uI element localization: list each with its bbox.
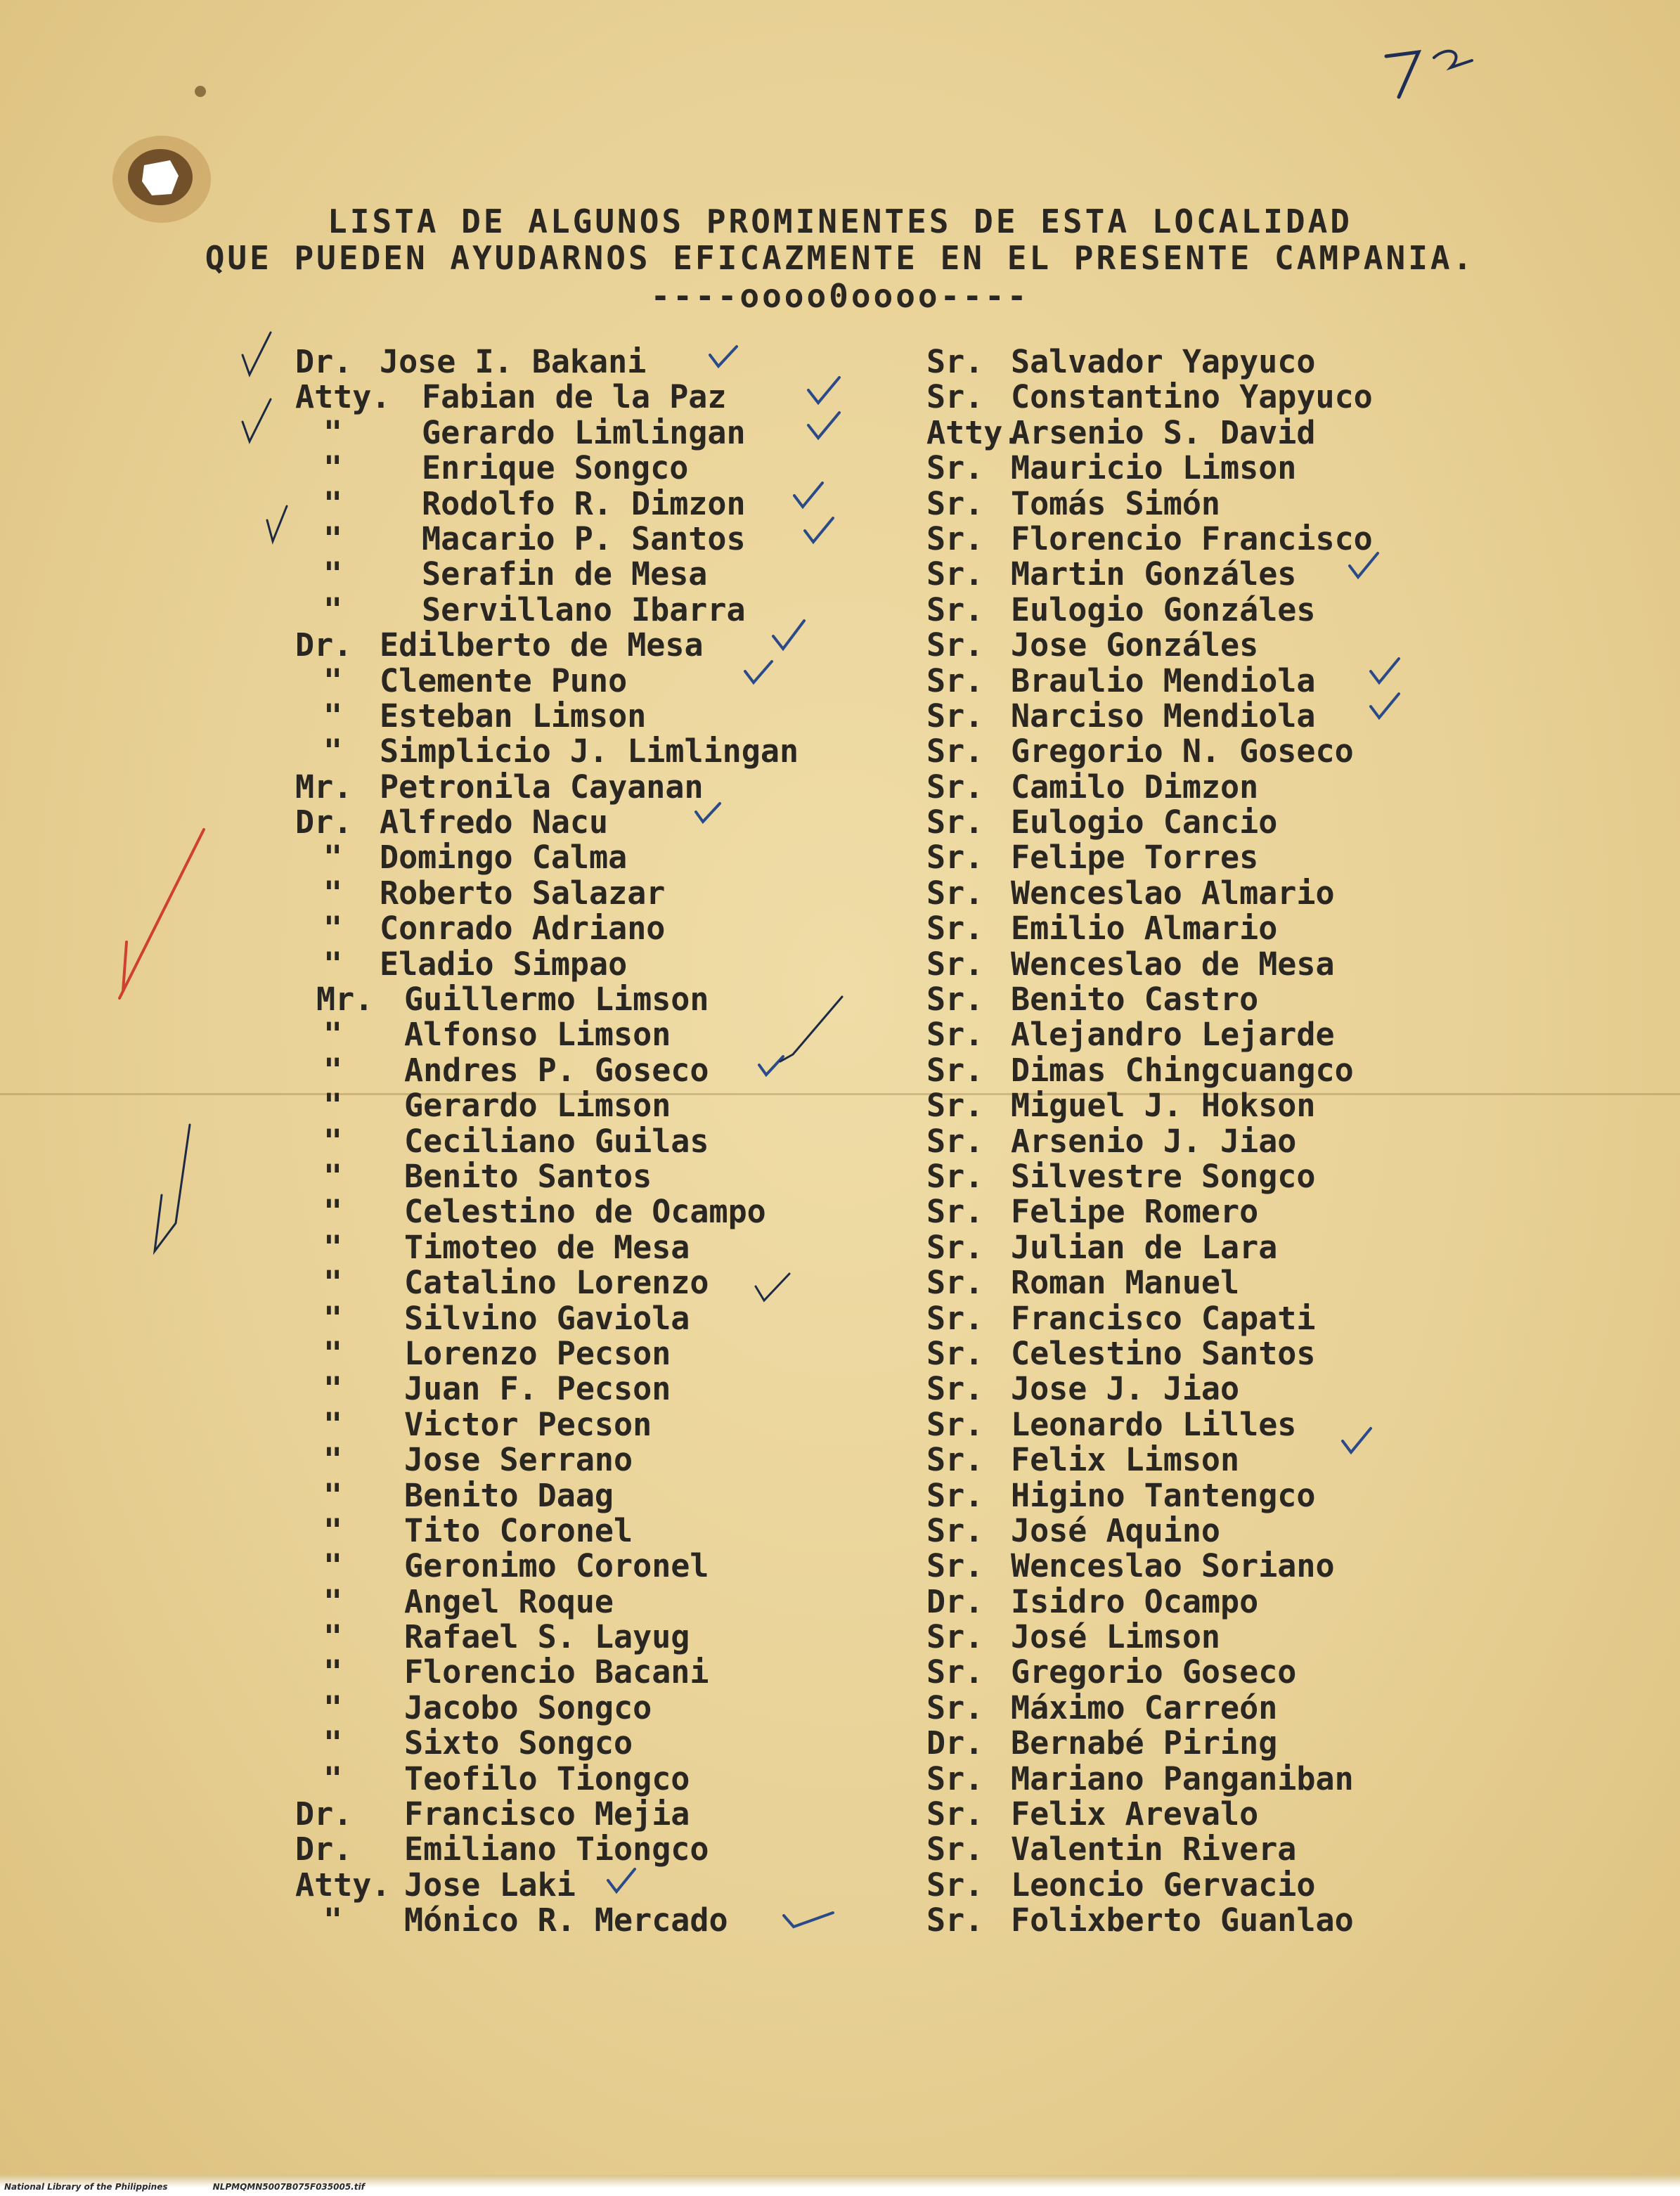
name-entry [295,1832,900,1867]
name-title-prefix: Sr. [926,697,984,735]
name-entry [926,380,1461,415]
person-name: Máximo Carreón [1011,1688,1278,1726]
name-title-prefix: " [323,910,343,948]
name-title-prefix: Sr. [926,910,984,948]
name-entry [295,1688,900,1726]
person-name: Benito Santos [404,1157,652,1195]
name-entry [926,415,1461,451]
person-name: Tito Coronel [404,1511,633,1549]
name-title-prefix: Dr. [295,626,353,664]
name-entry [926,590,1461,628]
name-title-prefix: Sr. [926,1051,984,1089]
name-title-prefix: " [323,1299,343,1337]
person-name: Camilo Dimzon [1011,768,1259,806]
name-title-prefix: " [323,1441,343,1479]
name-entry [926,770,1461,805]
name-title-prefix: Sr. [926,1122,984,1160]
name-entry [295,1336,900,1371]
person-name: Macario P. Santos [422,519,746,557]
name-entry [926,876,1461,911]
name-title-prefix: " [323,413,343,451]
name-title-prefix: " [323,1511,343,1549]
name-entry [295,1513,900,1549]
name-entry [926,1159,1461,1194]
name-entry [926,1194,1461,1229]
name-title-prefix: Sr. [926,1299,984,1337]
name-entry [926,1797,1461,1832]
person-name: Ceciliano Guilas [404,1122,709,1160]
name-title-prefix: Sr. [926,1618,984,1656]
person-name: Celestino Santos [1011,1334,1316,1372]
person-name: Arsenio J. Jiao [1011,1122,1297,1160]
name-entry [295,1726,900,1761]
name-title-prefix: Sr. [926,1193,984,1231]
person-name: Alfonso Limson [404,1016,671,1054]
person-name: Roberto Salazar [380,874,666,912]
name-entry [295,415,900,451]
person-name: Silvino Gaviola [404,1299,690,1337]
person-name: Rafael S. Layug [404,1618,690,1656]
archive-file-id: NLPMQMN5007B075F035005.tif [212,2182,365,2192]
name-title-prefix: " [323,555,343,593]
person-name: Alfredo Nacu [380,803,609,841]
person-name: Miguel J. Hokson [1011,1087,1316,1125]
person-name: Julian de Lara [1011,1228,1278,1266]
person-name: Bernabé Piring [1011,1724,1278,1762]
name-title-prefix: " [323,519,343,557]
person-name: Silvestre Songco [1011,1157,1316,1195]
name-entry [926,1903,1461,1938]
person-name: Roman Manuel [1011,1264,1240,1302]
name-entry [926,1478,1461,1513]
person-name: Mauricio Limson [1011,449,1297,487]
name-entry [926,699,1461,734]
name-title-prefix: " [323,661,343,699]
name-entry [295,1442,900,1478]
person-name: Serafin de Mesa [422,555,708,593]
person-name: Jose Gonzáles [1011,626,1259,664]
name-title-prefix: " [323,1547,343,1585]
person-name: Esteban Limson [380,697,647,735]
person-name: Constantino Yapyuco [1011,378,1373,416]
name-title-prefix: Dr. [295,343,353,380]
name-title-prefix: " [323,1724,343,1762]
person-name: Alejandro Lejarde [1011,1016,1335,1054]
name-entry [295,1478,900,1513]
person-name: Francisco Mejia [404,1795,690,1833]
name-title-prefix: Sr. [926,555,984,593]
name-title-prefix: Atty. [295,378,391,416]
person-name: Angel Roque [404,1582,614,1620]
person-name: Geronimo Coronel [404,1547,709,1585]
name-entry [295,1620,900,1655]
name-title-prefix: Sr. [926,1370,984,1408]
name-entry [926,1759,1461,1797]
person-name: Jose I. Bakani [380,343,647,380]
name-entry [926,1549,1461,1584]
name-title-prefix: " [323,1264,343,1302]
person-name: Timoteo de Mesa [404,1228,690,1266]
person-name: Wenceslao Almario [1011,874,1335,912]
name-title-prefix: " [323,1901,343,1939]
name-title-prefix: " [323,1405,343,1443]
name-entry [295,451,900,486]
name-title-prefix: Sr. [926,1795,984,1833]
name-title-prefix: Sr. [926,519,984,557]
person-name: Salvador Yapyuco [1011,343,1316,380]
name-title-prefix: Atty. [926,413,1022,451]
name-title-prefix: " [323,1653,343,1691]
name-title-prefix: Sr. [926,1157,984,1195]
title-line-2: QUE PUEDEN AYUDARNOS EFICAZMENTE EN EL PRESENTE CAMPANIA. [205,239,1475,277]
name-entry [295,805,900,840]
person-name: Mariano Panganiban [1011,1759,1354,1797]
person-name: Gerardo Limson [404,1087,671,1125]
person-name: Tomás Simón [1011,484,1221,522]
name-entry [295,1655,900,1690]
name-entry [295,519,900,557]
name-entry [926,982,1461,1017]
name-entry [926,947,1461,982]
name-title-prefix: Dr. [295,803,353,841]
name-title-prefix: " [323,449,343,487]
name-entry [295,380,900,415]
name-title-prefix: " [323,1370,343,1408]
person-name: Emilio Almario [1011,910,1278,948]
person-name: Jose J. Jiao [1011,1370,1240,1408]
person-name: Eladio Simpao [380,945,628,983]
name-title-prefix: Sr. [926,590,984,628]
name-entry [295,1053,900,1088]
name-title-prefix: Mr. [295,768,353,806]
name-entry [926,1407,1461,1442]
name-entry [295,1549,900,1584]
name-title-prefix: Sr. [926,1653,984,1691]
person-name: Narciso Mendiola [1011,697,1316,735]
name-entry [926,1868,1461,1903]
name-title-prefix: Sr. [926,343,984,380]
name-title-prefix: Sr. [926,1441,984,1479]
name-title-prefix: " [323,1157,343,1195]
person-name: Andres P. Goseco [404,1051,709,1089]
person-name: Arsenio S. David [1011,413,1316,451]
person-name: Mónico R. Mercado [404,1901,728,1939]
name-title-prefix: " [323,1193,343,1231]
archive-name: National Library of the Philippines [4,2182,168,2192]
name-title-prefix: " [323,945,343,983]
person-name: Wenceslao de Mesa [1011,945,1335,983]
name-entry [295,557,900,592]
person-name: Jose Laki [404,1866,576,1904]
name-entry [926,1688,1461,1726]
name-title-prefix: Sr. [926,1688,984,1726]
name-entry [926,1620,1461,1655]
name-title-prefix: Sr. [926,1405,984,1443]
name-title-prefix: Sr. [926,803,984,841]
person-name: Guillermo Limson [404,981,709,1019]
name-title-prefix: " [323,1476,343,1514]
person-name: Martin Gonzáles [1011,555,1297,593]
name-entry [926,557,1461,592]
name-entry [295,1797,900,1832]
name-title-prefix: " [323,1334,343,1372]
name-title-prefix: Sr. [926,1334,984,1372]
person-name: Emiliano Tiongco [404,1830,709,1868]
name-title-prefix: Dr. [926,1724,984,1762]
name-entry [926,451,1461,486]
person-name: Felipe Torres [1011,839,1259,877]
person-name: Conrado Adriano [380,910,666,948]
person-name: Francisco Capati [1011,1299,1316,1337]
name-entry [295,1159,900,1194]
name-title-prefix: " [323,1688,343,1726]
name-title-prefix: Sr. [926,1016,984,1054]
person-name: Valentin Rivera [1011,1830,1297,1868]
name-entry [295,1407,900,1442]
person-name: Dimas Chingcuangco [1011,1051,1354,1089]
name-title-prefix: Sr. [926,1264,984,1302]
name-entry [926,1124,1461,1159]
name-entry [926,1230,1461,1265]
person-name: Servillano Ibarra [422,590,746,628]
name-entry [295,1088,900,1123]
person-name: Victor Pecson [404,1405,652,1443]
name-title-prefix: " [323,1122,343,1160]
person-name: Edilberto de Mesa [380,626,704,664]
name-title-prefix: " [323,1228,343,1266]
person-name: Florencio Francisco [1011,519,1373,557]
name-title-prefix: Sr. [926,1547,984,1585]
name-title-prefix: Sr. [926,626,984,664]
name-title-prefix: Dr. [295,1795,353,1833]
person-name: Gerardo Limlingan [422,413,746,451]
name-title-prefix: Sr. [926,981,984,1019]
person-name: Benito Castro [1011,981,1259,1019]
name-entry [295,699,900,734]
name-entry [295,1584,900,1620]
name-title-prefix: " [323,590,343,628]
person-name: Gregorio Goseco [1011,1653,1297,1691]
name-entry [926,1655,1461,1690]
person-name: Eulogio Cancio [1011,803,1278,841]
name-title-prefix: Sr. [926,839,984,877]
name-title-prefix: " [323,1016,343,1054]
person-name: Enrique Songco [422,449,689,487]
name-title-prefix: Mr. [316,981,374,1019]
title-separator: ----oooo0oooo---- [650,277,1030,315]
name-entry [926,519,1461,557]
name-entry [295,1230,900,1265]
name-title-prefix: Atty. [295,1866,391,1904]
name-title-prefix: " [323,732,343,770]
person-name: Rodolfo R. Dimzon [422,484,746,522]
pin-mark [190,81,211,102]
name-entry [295,840,900,875]
name-entry [926,628,1461,663]
person-name: Isidro Ocampo [1011,1582,1259,1620]
name-entry [295,1194,900,1229]
name-entry [926,1584,1461,1620]
name-title-prefix: " [323,1582,343,1620]
name-title-prefix: Dr. [295,1830,353,1868]
person-name: Leoncio Gervacio [1011,1866,1316,1904]
name-title-prefix: Sr. [926,378,984,416]
person-name: Celestino de Ocampo [404,1193,766,1231]
name-title-prefix: Sr. [926,768,984,806]
name-title-prefix: Sr. [926,1866,984,1904]
name-title-prefix: Sr. [926,874,984,912]
name-entry [295,911,900,946]
person-name: Jose Serrano [404,1441,633,1479]
person-name: Juan F. Pecson [404,1370,671,1408]
name-entry [926,1336,1461,1371]
name-title-prefix: Sr. [926,732,984,770]
left-name-column [295,344,900,1939]
name-entry [926,840,1461,875]
name-entry [295,876,900,911]
name-entry [926,1017,1461,1052]
name-entry [295,1265,900,1300]
name-entry [295,1017,900,1052]
person-name: Petronila Cayanan [380,768,704,806]
person-name: Teofilo Tiongco [404,1759,690,1797]
name-title-prefix: " [323,1759,343,1797]
person-name: Felix Arevalo [1011,1795,1259,1833]
name-entry [295,1301,900,1336]
person-name: Fabian de la Paz [422,378,727,416]
name-entry [926,1053,1461,1088]
name-entry [295,628,900,663]
name-entry [295,734,900,769]
person-name: Folixberto Guanlao [1011,1901,1354,1939]
name-entry [926,1513,1461,1549]
name-title-prefix: Sr. [926,1901,984,1939]
person-name: Wenceslao Soriano [1011,1547,1335,1585]
name-entry [295,344,900,380]
name-entry [295,947,900,982]
person-name: Catalino Lorenzo [404,1264,709,1302]
name-title-prefix: Sr. [926,1087,984,1125]
name-entry [295,770,900,805]
right-name-column [926,344,1461,1939]
name-entry [926,1832,1461,1867]
name-entry [926,1265,1461,1300]
name-title-prefix: Sr. [926,1759,984,1797]
name-entry [926,486,1461,522]
person-name: Clemente Puno [380,661,628,699]
name-entry [926,805,1461,840]
name-title-prefix: " [323,1051,343,1089]
name-entry [926,1371,1461,1407]
name-entry [295,1868,900,1903]
person-name: Felix Limson [1011,1441,1240,1479]
name-title-prefix: Sr. [926,1476,984,1514]
name-entry [926,1301,1461,1336]
person-name: Higino Tantengco [1011,1476,1316,1514]
name-title-prefix: Sr. [926,1830,984,1868]
person-name: Gregorio N. Goseco [1011,732,1354,770]
person-name: Florencio Bacani [404,1653,709,1691]
name-entry [295,1759,900,1797]
person-name: Braulio Mendiola [1011,661,1316,699]
name-entry [926,1442,1461,1478]
title-line-1: LISTA DE ALGUNOS PROMINENTES DE ESTA LOCALIDAD [328,202,1352,240]
name-entry [295,982,900,1017]
name-entry [295,1903,900,1938]
person-name: Lorenzo Pecson [404,1334,671,1372]
person-name: Benito Daag [404,1476,614,1514]
name-entry [926,1088,1461,1123]
person-name: Eulogio Gonzáles [1011,590,1316,628]
name-title-prefix: " [323,1618,343,1656]
name-title-prefix: " [323,874,343,912]
person-name: José Aquino [1011,1511,1221,1549]
name-title-prefix: " [323,484,343,522]
name-title-prefix: Dr. [926,1582,984,1620]
person-name: Sixto Songco [404,1724,633,1762]
archive-footer [4,2182,407,2192]
name-entry [926,1726,1461,1761]
person-name: Jacobo Songco [404,1688,652,1726]
handwritten-page-number [1378,35,1504,105]
name-entry [926,661,1461,699]
name-title-prefix: Sr. [926,945,984,983]
name-entry [295,486,900,522]
name-title-prefix: " [323,697,343,735]
person-name: Felipe Romero [1011,1193,1259,1231]
name-title-prefix: " [323,839,343,877]
name-title-prefix: Sr. [926,1228,984,1266]
person-name: Simplicio J. Limlingan [380,732,799,770]
person-name: Domingo Calma [380,839,628,877]
name-entry [926,734,1461,769]
name-entry [295,590,900,628]
name-entry [926,911,1461,946]
name-entry [295,1371,900,1407]
name-title-prefix: Sr. [926,484,984,522]
name-entry [295,1124,900,1159]
name-title-prefix: " [323,1087,343,1125]
name-entry [926,344,1461,380]
name-title-prefix: Sr. [926,449,984,487]
name-title-prefix: Sr. [926,661,984,699]
person-name: José Limson [1011,1618,1221,1656]
person-name: Leonardo Lilles [1011,1405,1297,1443]
name-entry [295,661,900,699]
name-title-prefix: Sr. [926,1511,984,1549]
